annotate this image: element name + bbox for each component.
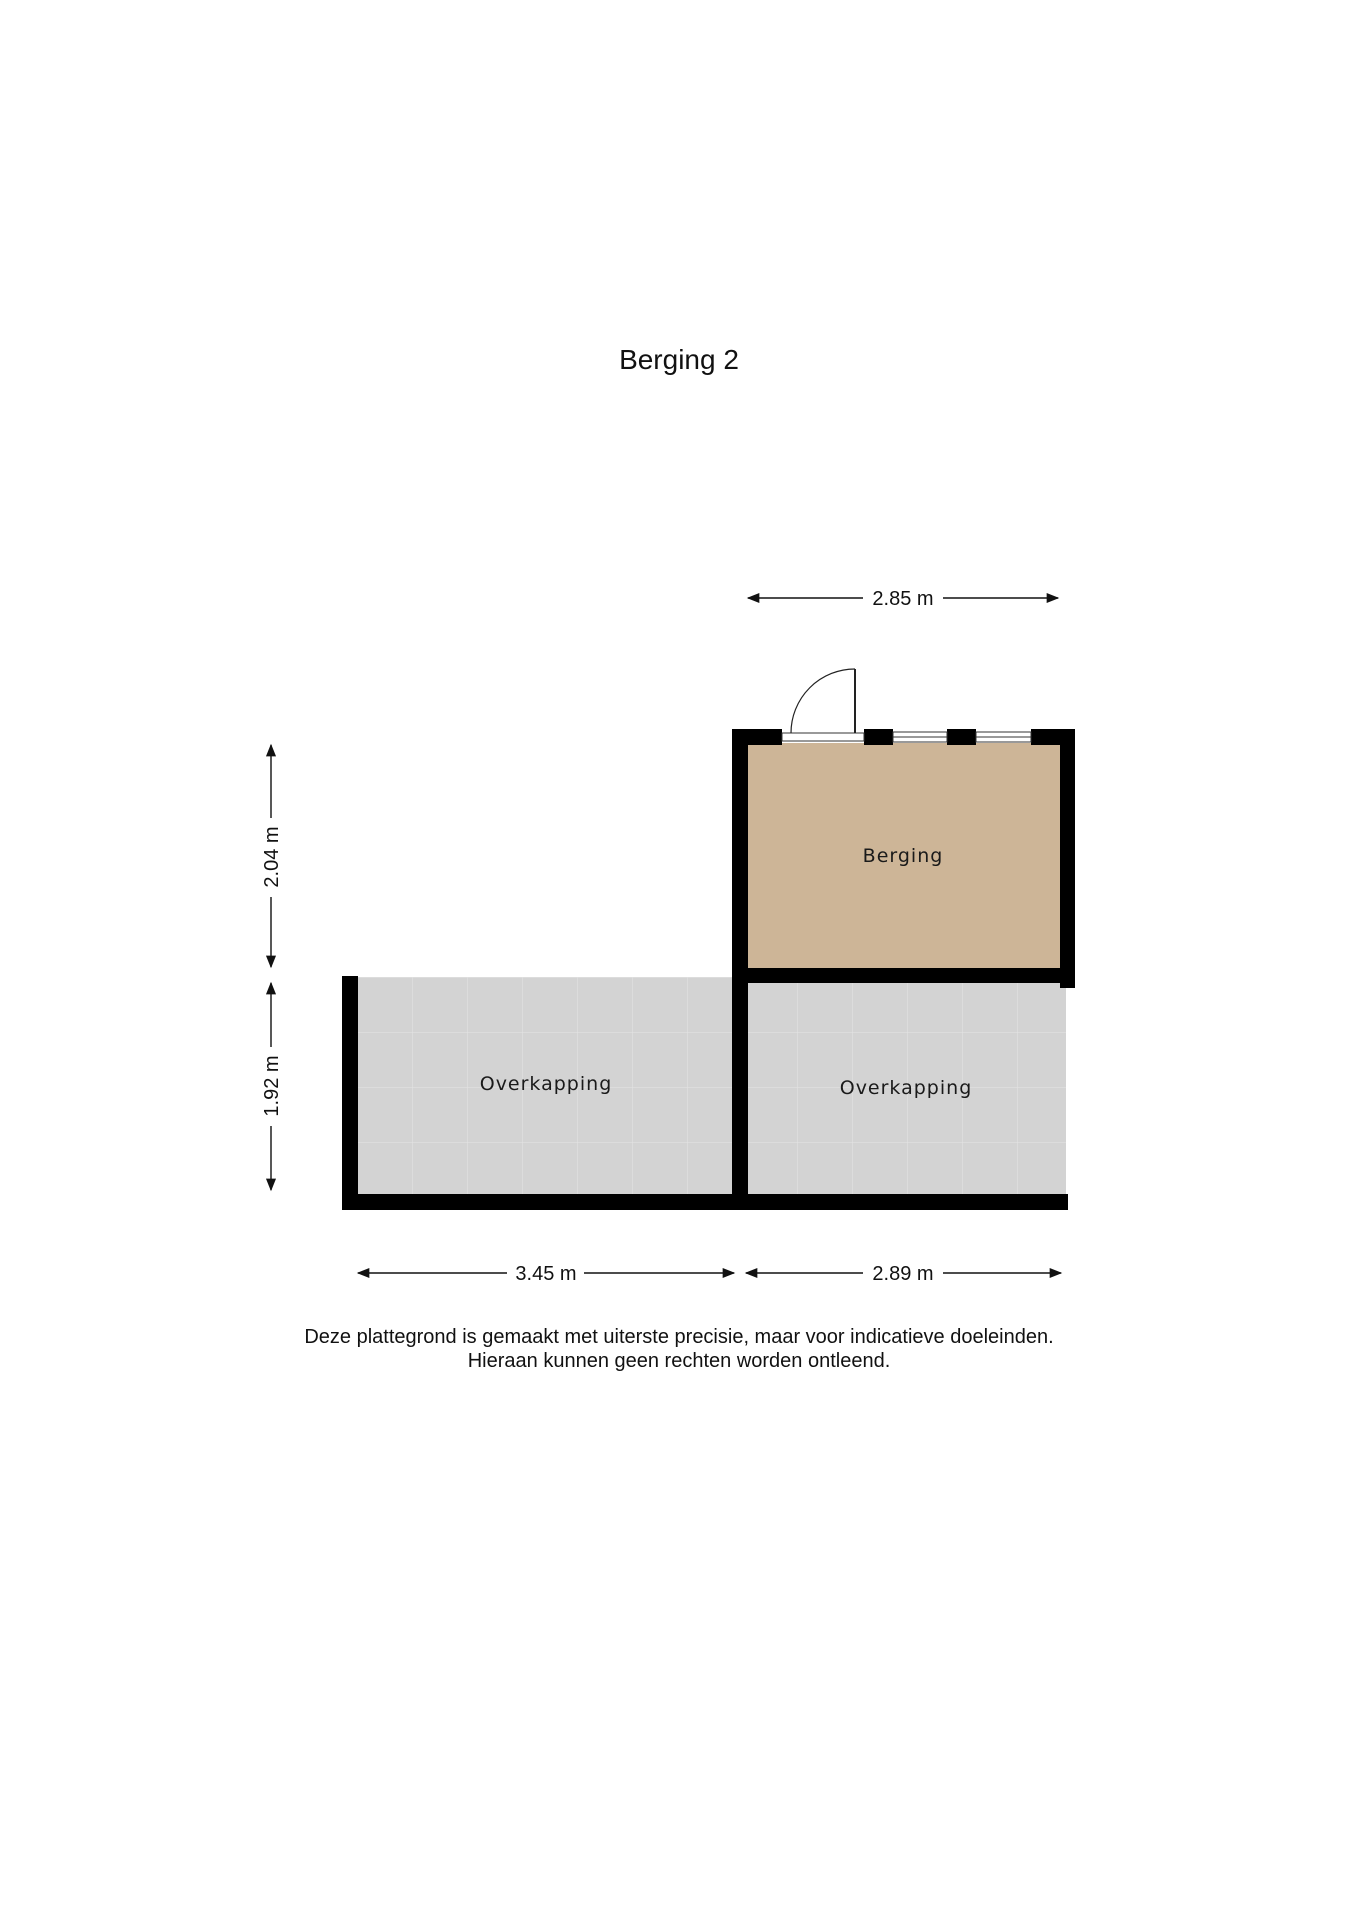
dimension-bottom-right [746,1263,1061,1285]
disclaimer-line-2: Hieraan kunnen geen rechten worden ontleend. [467,1350,891,1372]
room-label-canopy-right: Overkapping [839,1077,973,1099]
door-icon [782,669,864,741]
disclaimer [0,1325,1358,1373]
room-label-storage: Berging [862,845,944,867]
dimension-label-left-lower: 1.92 m [261,1055,283,1117]
dimension-label-left-upper: 2.04 m [261,826,283,888]
dimension-label-top: 2.85 m [872,588,934,610]
window-right [976,732,1031,742]
room-label-canopy-left: Overkapping [479,1073,613,1095]
dimension-label-bottom-right: 2.89 m [872,1263,934,1285]
dimension-top [748,588,1058,610]
dimension-label-bottom-left: 3.45 m [515,1263,577,1285]
page-title: Berging 2 [619,344,739,375]
disclaimer-line-1: Deze plattegrond is gemaakt met uiterste precisie, maar voor indicatieve doeleinden. [304,1326,1054,1348]
dimension-bottom-left [358,1263,734,1285]
dimension-left-lower [261,983,283,1190]
dimension-left-upper [261,745,283,967]
window-left [893,732,947,742]
